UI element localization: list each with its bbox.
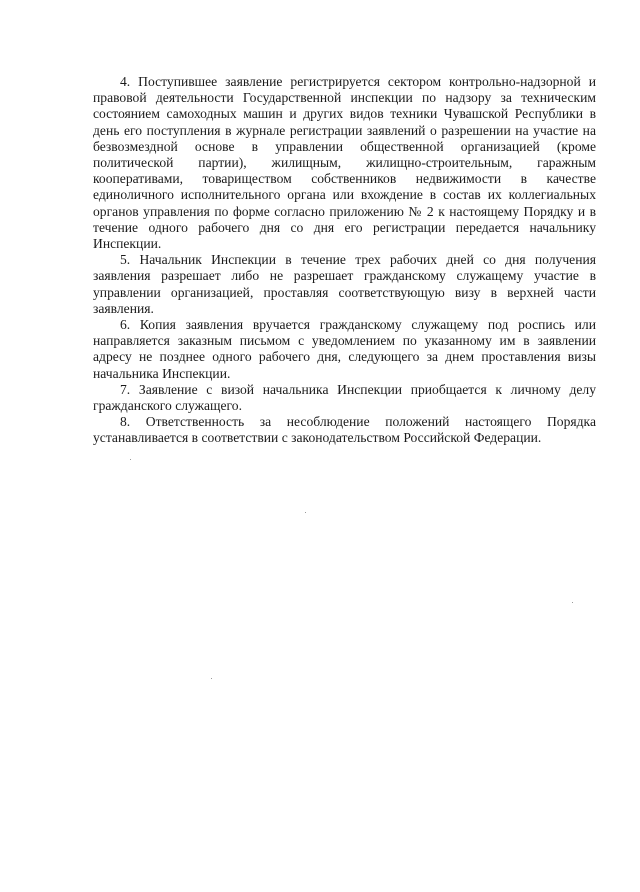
paragraph-4: 4. Поступившее заявление регистрируется сектором контрольно-надзорной и правовой деятельности Государственной инспекции по надзору за техническим состоянием самоходных машин и других видов техники Чувашской Республики в день его поступления в журнале регистрации заявлений о разрешении на участие на безвозмездной основе в управлении общественной организацией (кроме политической партии), жилищным, жилищно-строительным, гаражным кооперативами, товариществом собственников недвижимости в качестве единоличного исполнительного органа или вхождение в состав их коллегиальных органов управления по форме согласно приложению № 2 к настоящему Порядку и в течение одного рабочего дня со дня его регистрации передается начальнику Инспекции. — [93, 74, 596, 252]
paragraph-8: 8. Ответственность за несоблюдение положений настоящего Порядка устанавливается в соответствии с законодательством Российской Федерации. — [93, 414, 596, 446]
scan-speck — [211, 678, 212, 679]
paragraph-6: 6. Копия заявления вручается гражданскому служащему под роспись или направляется заказным письмом с уведомлением по указанному им в заявлении адресу не позднее одного рабочего дня, следующего за днем проставления визы начальника Инспекции. — [93, 317, 596, 381]
scan-speck — [130, 459, 131, 460]
paragraph-7: 7. Заявление с визой начальника Инспекции приобщается к личному делу гражданского служащего. — [93, 381, 596, 414]
document-body — [93, 74, 596, 447]
paragraph-5: 5. Начальник Инспекции в течение трех рабочих дней со дня получения заявления разрешает либо не разрешает гражданскому служащему участие в управлении организацией, проставляя соответствующую визу в верхней части заявления. — [93, 252, 596, 316]
scan-speck — [305, 512, 306, 513]
scan-speck — [572, 602, 573, 603]
